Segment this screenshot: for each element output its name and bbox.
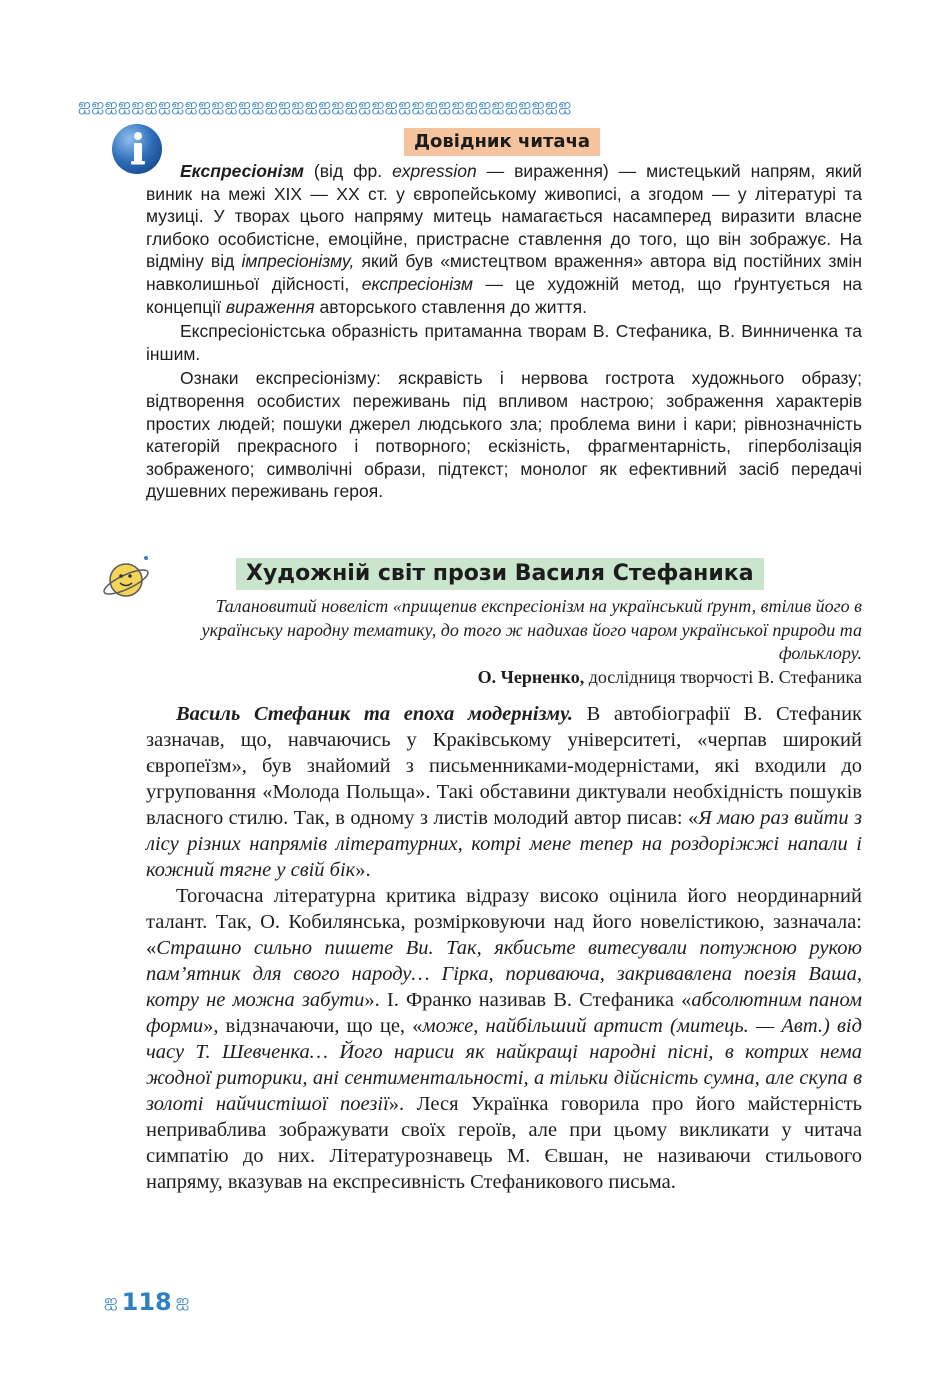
epigraph-attribution [140, 666, 862, 690]
section-title: Художній світ прози Василя Стефаника [236, 558, 764, 590]
page-footer [104, 1288, 189, 1316]
term-expressionism: Експресіонізм [180, 161, 304, 181]
text-run: — вираження) — мистецький напрям, який виник на межі XIX — XX ст. у європейському живописі, а згодом — у літературі та музиці. У творах цього напряму митець намагається насамперед виразити власне глибоко особистісне, емоційне, пристрасне ставлення до того, що він зображує. На відміну від [146, 161, 863, 272]
footer-ornament-right: ஐ [175, 1291, 190, 1311]
text-run: — це художній метод, що ґрунтується на концепції [146, 273, 862, 317]
reference-title: Довідник читача [404, 128, 600, 156]
text-run: який був «мистецтвом враження» автора від постійних змін навколишньої дійсності, [146, 251, 862, 294]
quote-run: абсолютним паном форми [146, 989, 862, 1037]
features-paragraph: Ознаки експресіонізму: яскравість і нервова гострота художнього образу; відтворення особистих переживань під впливом настрою; зображення характерів простих людей; пошуки джерел людського зла; проблема вини і кари; рівнозначність категорій прекрасного і потворного; ескізність, фрагментарність, гіперболізація зображеного; символічні образи, підтекст; монолог як ефективний засіб передачі душевних переживань героя. [146, 368, 862, 502]
text-run: авторського ставлення до життя. [314, 296, 587, 317]
main-text [146, 701, 862, 1195]
epigraph [140, 595, 862, 689]
text-run: (від фр. [303, 161, 393, 181]
text-run-italic: експресіонізм [361, 273, 473, 294]
footer-ornament-left: ஐ [104, 1291, 118, 1311]
text-run: », відзначаючи, що це, « [203, 1015, 423, 1037]
text-run: Тогочасна літературна критика відразу високо оцінила його неординарний талант. Так, О. Кобилянська, розмірковуючи над його новелістикою, зазначала: « [146, 885, 862, 959]
text-run: В автобіографії В. Стефаник зазначав, що, навчаючись у Краківському університеті, «черпав широкий європеїзм», був знайомий з письменниками-модерністами, які входили до угруповання «Молода Польща». Такі обставини диктували необхідність пошуків власного стилю. Так, в одному з листів молодий автор писав: « [146, 703, 862, 829]
text-run: ». І. Франко називав В. Стефаника « [364, 989, 692, 1011]
paragraph-lead: Василь Стефаник та епоха модернізму. [176, 703, 573, 725]
epigraph-role: дослідниця творчості В. Стефаника [584, 666, 862, 687]
epigraph-quote: Талановитий новеліст «прищепив експресіонізм на український ґрунт, втілив його в українську народну тематику, до того ж надихав його чаром української природи та фольклору. [201, 596, 862, 663]
page-number: 118 [121, 1288, 172, 1316]
quote-run: може, найбільший артист (митець. — Авт.) від часу Т. Шевченка… Його нариси як найкращі народні пісні, в котрих нема жодної риторики, ані сентиментальності, а тільки дійсність сумна, але скупа в золоті найчистішої поезії [146, 1015, 862, 1115]
epigraph-author: О. Черненко, [477, 666, 585, 687]
text-run-italic: expression [392, 161, 477, 181]
body-paragraph [146, 883, 862, 1195]
quote-run: Страшно сильно пишете Ви. Так, якбисьте витесували потужною рукою пам’ятник для свого народу… Гірка, пориваюча, закривавлена поезія Ваша, котру не можна забути [146, 937, 862, 1011]
quote-run: Я маю раз вийти з лісу різних напрямів літературних, котрі мене тепер на роздоріжжі напали і кожний тягне у свій бік [146, 807, 862, 881]
text-run-italic: імпресіонізму, [241, 251, 355, 272]
text-run-italic: вираження [225, 296, 315, 317]
reference-definition-block [146, 160, 862, 503]
text-run: ». [355, 859, 371, 881]
text-run: ». Леся Українка говорила про його майстерність неприваблива зображувати своїх героїв, але при цьому викликати у читача симпатію до них. Літературознавець М. Євшан, не називаючи стильового напряму, вказував на експресивність Стефаникового письма. [146, 1093, 863, 1193]
definition-paragraph [146, 160, 862, 318]
body-paragraph [146, 701, 862, 883]
authors-paragraph: Експресіоністська образність притаманна творам В. Стефаника, В. Винниченка та іншим. [146, 321, 862, 364]
decorative-ornament-border: ஐஐஐஐஐஐஐஐஐஐஐஐஐஐஐஐஐஐஐஐஐஐஐஐஐஐஐஐஐஐஐஐஐஐஐஐஐ [78, 95, 572, 114]
